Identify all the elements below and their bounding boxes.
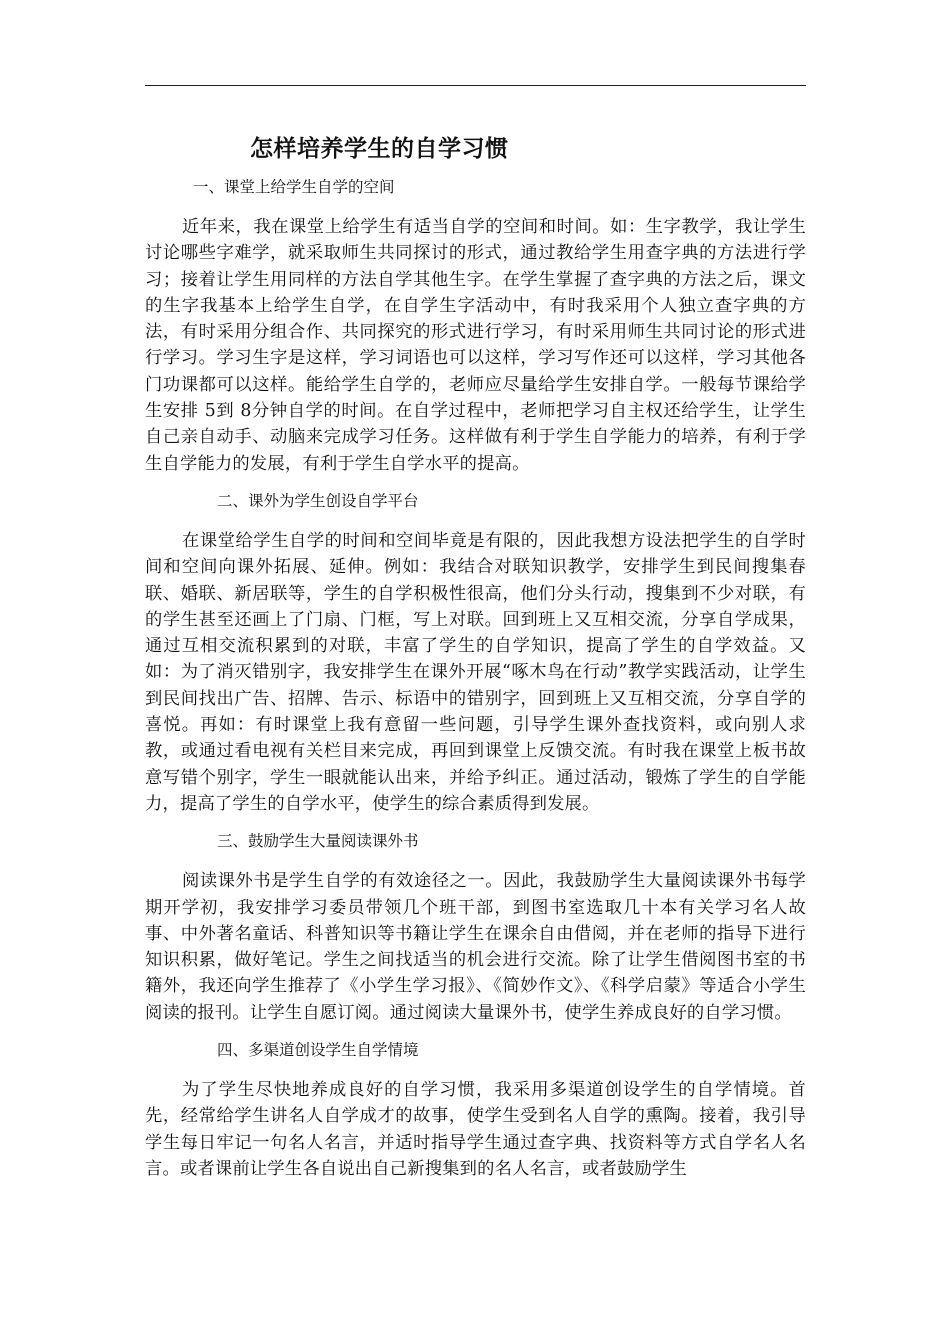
- section-paragraph: 为了学生尽快地养成良好的自学习惯，我采用多渠道创设学生的自学情境。首先，经常给学生讲名人自学成才的故事，使学生受到名人自学的熏陶。接着，我引导学生每日牢记一句名人名言，并适时指导学生通过查字典、找资料等方式自学名人名言。或者课前让学生各自说出自己新搜集到的名人名言，或者鼓励学生: [145, 1080, 806, 1179]
- document-body: [145, 130, 806, 1196]
- section-heading: 一、课堂上给学生自学的空间: [193, 178, 395, 196]
- header-rule: [145, 85, 806, 86]
- section-paragraph: 阅读课外书是学生自学的有效途径之一。因此，我鼓励学生大量阅读课外书每学期开学初，我安排学习委员带领几个班干部，到图书室选取几十本有关学习名人故事、中外著名童话、科普知识等书籍让学生在课余自由借阅，并在老师的指导下进行知识积累，做好笔记。学生之间找适当的机会进行交流。除了让学生借阅图书室的书籍外，我还向学生推荐了《小学生学习报》、《简妙作文》、《科学启蒙》等适合小学生阅读的报刊。让学生自愿订阅。通过阅读大量课外书，使学生养成良好的自学习惯。: [145, 871, 806, 1023]
- section-heading: 四、多渠道创设学生自学情境: [217, 1041, 419, 1060]
- section-heading: 二、课外为学生创设自学平台: [217, 491, 419, 510]
- document-title: 怎样培养学生的自学习惯: [250, 136, 509, 162]
- section-heading: 三、鼓励学生大量阅读课外书: [217, 832, 419, 851]
- section-paragraph: 在课堂给学生自学的时间和空间毕竟是有限的，因此我想方设法把学生的自学时间和空间向课外拓展、延伸。例如：我结合对联知识教学，安排学生到民间搜集春联、婚联、新居联等，学生的自学积极性很高，他们分头行动，搜集到不少对联，有的学生甚至还画上了门扇、门框，写上对联。回到班上又互相交流，分享自学成果，通过互相交流积累到的对联，丰富了学生的自学知识，提高了学生的自学效益。又如：为了消灭错别字，我安排学生在课外开展“啄木鸟在行动”教学实践活动，让学生到民间找出广告、招牌、告示、标语中的错别字，回到班上又互相交流，分享自学的喜悦。再如：有时课堂上我有意留一些问题，引导学生课外查找资料，或向别人求教，或通过看电视有关栏目来完成，再回到课堂上反馈交流。有时我在课堂上板书故意写错个别字，学生一眼就能认出来，并给予纠正。通过活动，锻炼了学生的自学能力，提高了学生的自学水平，使学生的综合素质得到发展。: [145, 530, 806, 814]
- section-paragraph: 近年来，我在课堂上给学生有适当自学的空间和时间。如：生字教学，我让学生讨论哪些字难学，就采取师生共同探讨的形式，通过教给学生用查字典的方法进行学习；接着让学生用同样的方法自学其他生字。在学生掌握了查字典的方法之后，课文的生字我基本上给学生自学，在自学生字活动中，有时我采用个人独立查字典的方法，有时采用分组合作、共同探究的形式进行学习，有时采用师生共同讨论的形式进行学习。学习生字是这样，学习词语也可以这样，学习写作还可以这样，学习其他各门功课都可以这样。能给学生自学的，老师应尽量给学生安排自学。一般每节课给学生安排 5到 8分钟自学的时间。在自学过程中，老师把学习自主权还给学生，让学生自己亲自动手、动脑来完成学习任务。这样做有利于学生自学能力的培养，有利于学生自学能力的发展，有利于学生自学水平的提高。: [145, 217, 806, 474]
